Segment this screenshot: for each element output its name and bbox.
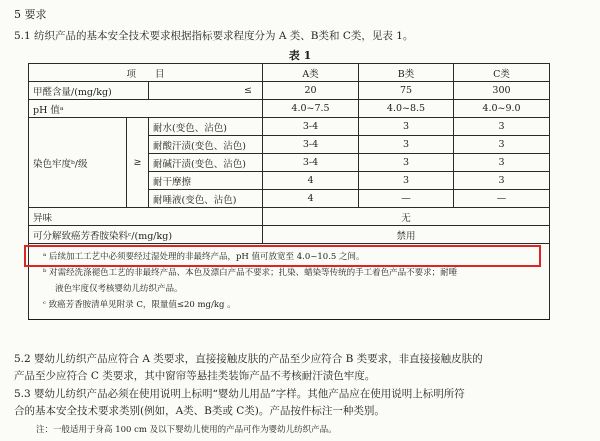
clause-5-2-cont: 产品至少应符合 C 类要求，其中窗帘等悬挂类装饰产品不考核耐汗渍色牢度。 <box>14 370 376 382</box>
table-row <box>29 226 550 244</box>
colorfast-row-label: 耐唾液(变色、沾色) <box>149 190 263 208</box>
header-c: C类 <box>454 64 550 82</box>
table-caption: 表 1 <box>288 49 312 62</box>
formaldehyde-b: 75 <box>359 82 454 100</box>
formaldehyde-label: 甲醛含量/(mg/kg) <box>29 82 149 100</box>
table-row <box>29 82 550 100</box>
highlight-box <box>24 245 541 267</box>
requirements-table <box>28 63 550 320</box>
ph-label: pH 值ᵃ <box>29 100 263 118</box>
azo-label: 可分解致癌芳香胺染料ᶜ/(mg/kg) <box>29 226 263 244</box>
formaldehyde-a: 20 <box>263 82 359 100</box>
footnote-b-cont: 液色牢度仅考核婴幼儿纺织产品。 <box>55 284 183 294</box>
ph-b: 4.0~8.5 <box>359 100 454 118</box>
cell: 3 <box>454 172 550 190</box>
header-item: 项 目 <box>29 64 263 82</box>
cell: 3-4 <box>263 136 359 154</box>
cell: 3 <box>359 118 454 136</box>
odor-value: 无 <box>263 208 550 226</box>
note: 注：一般适用于身高 100 cm 及以下婴幼儿使用的产品可作为婴幼儿纺织产品。 <box>36 425 337 435</box>
table-header-row <box>29 64 550 82</box>
cell: 3 <box>359 172 454 190</box>
clause-5-1: 5.1 纺织产品的基本安全技术要求根据指标要求程度分为 A 类、B类和 C类，见表 1。 <box>14 30 414 42</box>
cell: — <box>454 190 550 208</box>
cell: 3-4 <box>263 154 359 172</box>
colorfast-row-label: 耐碱汗渍(变色、沾色) <box>149 154 263 172</box>
clause-5-3: 5.3 婴幼儿纺织产品必须在使用说明上标明“婴幼儿用品”字样。其他产品应在使用说明上标明所符 <box>14 388 465 400</box>
footnote-b: ᵇ 对需经洗涤褪色工艺的非最终产品、本色及漂白产品不要求；扎染、蜡染等传统的手工着色产品不要求；耐唾 <box>43 268 458 278</box>
cell: — <box>359 190 454 208</box>
ph-c: 4.0~9.0 <box>454 100 550 118</box>
colorfast-row-label: 耐干摩擦 <box>149 172 263 190</box>
colorfast-row-label: 耐酸汗渍(变色、沾色) <box>149 136 263 154</box>
azo-value: 禁用 <box>263 226 550 244</box>
cell: 3 <box>454 136 550 154</box>
formaldehyde-c: 300 <box>454 82 550 100</box>
footnote-c: ᶜ 致癌芳香胺清单见附录 C，限量值≤20 mg/kg 。 <box>43 300 236 310</box>
cell: 3 <box>454 154 550 172</box>
ph-a: 4.0~7.5 <box>263 100 359 118</box>
footnote-a: ᵃ 后续加工工艺中必须要经过湿处理的非最终产品，pH 值可放宽至 4.0~10.5 之间。 <box>43 252 365 262</box>
colorfast-row-label: 耐水(变色、沾色) <box>149 118 263 136</box>
cell: 4 <box>263 190 359 208</box>
cell: 3-4 <box>263 118 359 136</box>
clause-5-3-cont: 合的基本安全技术要求类别(例如，A类、B类或 C类)。产品按件标注一种类别。 <box>14 405 385 417</box>
colorfast-operator: ≥ <box>127 118 149 208</box>
cell: 3 <box>359 136 454 154</box>
odor-label: 异味 <box>29 208 263 226</box>
section-heading: 5 要求 <box>14 8 47 21</box>
table-row <box>29 118 550 136</box>
formaldehyde-operator: ≤ <box>149 82 263 100</box>
header-a: A类 <box>263 64 359 82</box>
cell: 4 <box>263 172 359 190</box>
clause-5-2: 5.2 婴幼儿纺织产品应符合 A 类要求，直接接触皮肤的产品至少应符合 B 类要求，非直接接触皮肤的 <box>14 353 483 365</box>
header-b: B类 <box>359 64 454 82</box>
table-row <box>29 208 550 226</box>
table-row <box>29 100 550 118</box>
cell: 3 <box>454 118 550 136</box>
cell: 3 <box>359 154 454 172</box>
colorfast-label: 染色牢度ᵇ/级 <box>29 118 127 208</box>
